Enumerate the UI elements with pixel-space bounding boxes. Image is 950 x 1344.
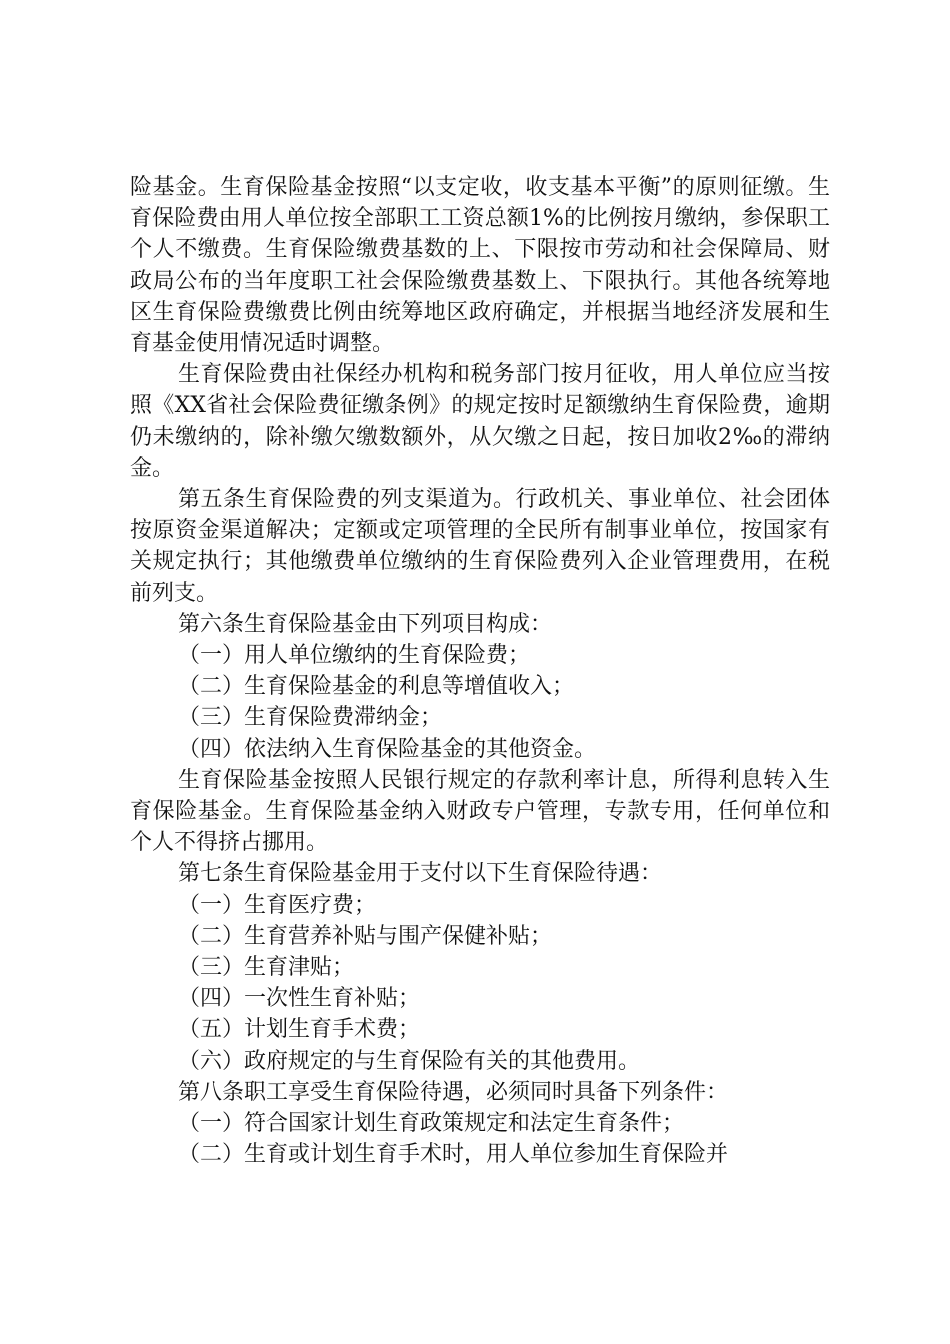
article-5-paragraph: 第五条生育保险费的列支渠道为。行政机关、事业单位、社会团体按原资金渠道解决；定额或定项管理的全民所有制事业单位，按国家有关规定执行；其他缴费单位缴纳的生育保险费列入企业管理费用，在税前列支。 xyxy=(130,487,830,606)
list-item: （一）用人单位缴纳的生育保险费； xyxy=(178,643,531,669)
article-7-heading: 第七条生育保险基金用于支付以下生育保险待遇： xyxy=(178,861,663,887)
list-item: （二）生育保险基金的利息等增值收入； xyxy=(178,674,575,700)
list-item: （四）依法纳入生育保险基金的其他资金。 xyxy=(178,736,597,762)
list-item: （三）生育津贴； xyxy=(178,955,355,981)
list-item: （六）政府规定的与生育保险有关的其他费用。 xyxy=(178,1048,641,1074)
list-item: （二）生育或计划生育手术时，用人单位参加生育保险并 xyxy=(178,1142,729,1168)
list-item: （二）生育营养补贴与围产保健补贴； xyxy=(178,923,553,949)
list-item: （三）生育保险费滞纳金； xyxy=(178,705,443,731)
body-paragraph: 生育保险费由社保经办机构和税务部门按月征收，用人单位应当按照《XX省社会保险费征缴条例》的规定按时足额缴纳生育保险费，逾期仍未缴纳的，除补缴欠缴数额外，从欠缴之日起，按日加收2‰的滞纳金。 xyxy=(130,362,830,481)
body-paragraph: 生育保险基金按照人民银行规定的存款利率计息，所得利息转入生育保险基金。生育保险基金纳入财政专户管理，专款专用，任何单位和个人不得挤占挪用。 xyxy=(130,767,830,856)
article-8-heading: 第八条职工享受生育保险待遇，必须同时具备下列条件： xyxy=(178,1079,729,1105)
list-item: （一）生育医疗费； xyxy=(178,892,377,918)
list-item: （一）符合国家计划生育政策规定和法定生育条件； xyxy=(178,1111,685,1137)
list-item: （五）计划生育手术费； xyxy=(178,1017,421,1043)
body-paragraph: 险基金。生育保险基金按照“以支定收，收支基本平衡”的原则征缴。生育保险费由用人单位按全部职工工资总额1%的比例按月缴纳，参保职工个人不缴费。生育保险缴费基数的上、下限按市劳动和社会保障局、财政局公布的当年度职工社会保险缴费基数上、下限执行。其他各统筹地区生育保险费缴费比例由统筹地区政府确定，并根据当地经济发展和生育基金使用情况适时调整。 xyxy=(130,175,830,357)
document-page xyxy=(130,172,830,1171)
list-item: （四）一次性生育补贴； xyxy=(178,986,421,1012)
article-6-heading: 第六条生育保险基金由下列项目构成： xyxy=(178,611,553,637)
